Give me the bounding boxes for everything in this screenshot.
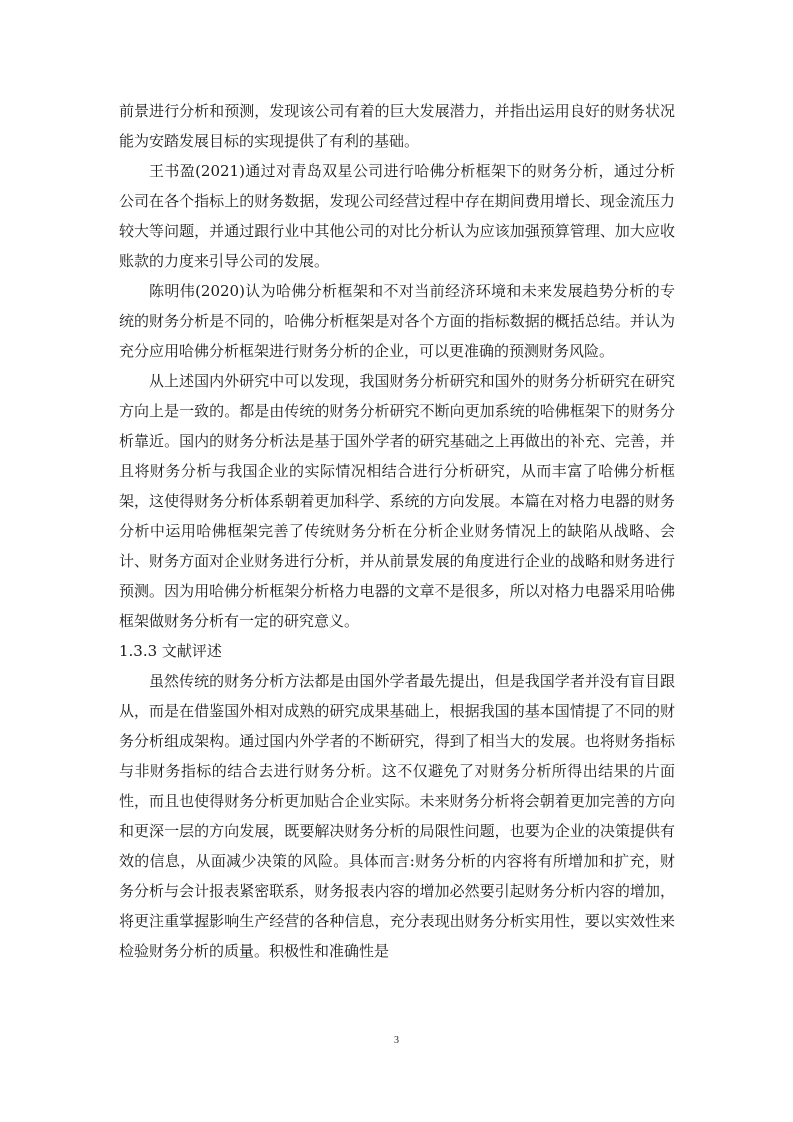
paragraph-chen-mingwei: 陈明伟(2020)认为哈佛分析框架和不对当前经济环境和未来发展趋势分析的专统的财务分析是不同的，哈佛分析框架是对各个方面的指标数据的概括总结。并认为充分应用哈佛分析框架进行财务分析的企业，可以更准确的预测财务风险。 <box>119 282 675 360</box>
paragraph-continuation: 前景进行分析和预测，发现该公司有着的巨大发展潜力，并指出运用良好的财务状况能为安踏发展目标的实现提供了有利的基础。 <box>119 102 675 150</box>
paragraph-wang-shuying: 王书盈(2021)通过对青岛双星公司进行哈佛分析框架下的财务分析，通过分析公司在各个指标上的财务数据，发现公司经营过程中存在期间费用增长、现金流压力较大等问题，并通过跟行业中其他公司的对比分析认为应该加强预算管理、加大应收账款的力度来引导公司的发展。 <box>119 162 675 270</box>
page-number: 3 <box>394 1035 399 1046</box>
section-heading: 1.3.3 文献评述 <box>119 642 222 660</box>
body-text <box>119 96 675 966</box>
paragraph-literature-review: 虽然传统的财务分析方法都是由国外学者最先提出，但是我国学者并没有盲目跟从，而是在借鉴国外相对成熟的研究成果基础上，根据我国的基本国情提了不同的财务分析组成架构。通过国内外学者的不断研究，得到了相当大的发展。也将财务指标与非财务指标的结合去进行财务分析。这不仅避免了对财务分析所得出结果的片面性，而且也使得财务分析更加贴合企业实际。未来财务分析将会朝着更加完善的方向和更深一层的方向发展，既要解决财务分析的局限性问题，也要为企业的决策提供有效的信息，从面减少决策的风险。具体而言:财务分析的内容将有所增加和扩充，财务分析与会计报表紧密联系，财务报表内容的增加必然要引起财务分析内容的增加，将更注重掌握影响生产经营的各种信息，充分表现出财务分析实用性，要以实效性来检验财务分析的质量。积极性和准确性是 <box>119 672 675 960</box>
paragraph-summary: 从上述国内外研究中可以发现，我国财务分析研究和国外的财务分析研究在研究方向上是一致的。都是由传统的财务分析研究不断向更加系统的哈佛框架下的财务分析靠近。国内的财务分析法是基于国外学者的研究基础之上再做出的补充、完善，并且将财务分析与我国企业的实际情况相结合进行分析研究，从而丰富了哈佛分析框架，这使得财务分析体系朝着更加科学、系统的方向发展。本篇在对格力电器的财务分析中运用哈佛框架完善了传统财务分析在分析企业财务情况上的缺陷从战略、会计、财务方面对企业财务进行分析，并从前景发展的角度进行企业的战略和财务进行预测。因为用哈佛分析框架分析格力电器的文章不是很多，所以对格力电器采用哈佛框架做财务分析有一定的研究意义。 <box>119 372 675 630</box>
